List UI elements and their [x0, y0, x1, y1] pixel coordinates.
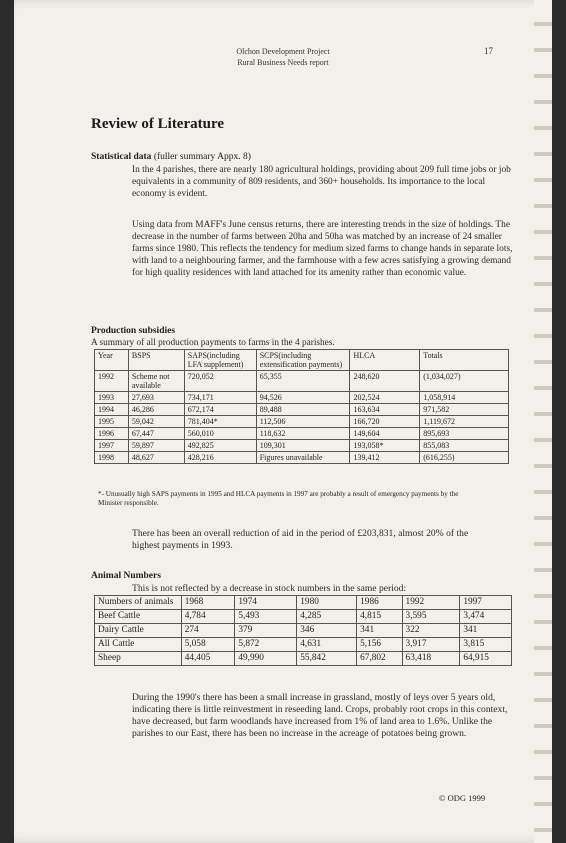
table-cell: 1,058,914 [420, 392, 509, 404]
table-cell: 3,815 [460, 638, 512, 652]
table-cell: 341 [460, 624, 512, 638]
table-cell: 560,010 [184, 428, 256, 440]
table-cell: 5,058 [181, 638, 235, 652]
table-row [95, 610, 512, 624]
table-row [95, 428, 509, 440]
table-cell: 112,506 [256, 416, 350, 428]
table-cell: 63,418 [402, 652, 460, 666]
production-footnote: *- Unusually high SAPS payments in 1995 and HLCA payments in 1997 are probably a result of emergency payments by the Minister responsible. [98, 490, 459, 507]
production-subsidies-heading: Production subsidies [91, 326, 176, 336]
column-header: 1986 [357, 596, 402, 610]
table-cell: 492,825 [184, 440, 256, 452]
table-cell: 118,632 [256, 428, 350, 440]
table-cell: 274 [181, 624, 235, 638]
table-row [95, 404, 509, 416]
table-cell: 149,604 [350, 428, 420, 440]
table-cell: 5,872 [235, 638, 297, 652]
header-line-1: Olchon Development Project [236, 47, 330, 56]
spiral-binding [534, 0, 552, 843]
table-cell: 379 [235, 624, 297, 638]
page-title: Review of Literature [91, 116, 225, 132]
table-cell: 672,174 [184, 404, 256, 416]
table-cell: 322 [402, 624, 460, 638]
running-header [14, 46, 552, 68]
table-cell: 341 [357, 624, 402, 638]
animal-paragraph: During the 1990's there has been a small increase in grassland, mostly of leys over 5 years old, indicating there is little reinvestment in reseeding land. Crops, probably root crops in this context, have decreased, but farm woodlands have increased from 1% of land area to 1.6%. Unlike the parishes to our East, there has been no increase in the acreage of potatoes being grown. [132, 692, 508, 739]
column-header: Totals [420, 350, 509, 371]
table-cell: 4,784 [181, 610, 235, 624]
animal-numbers-table [94, 595, 512, 666]
table-cell: 202,524 [350, 392, 420, 404]
table-cell: 67,447 [128, 428, 184, 440]
production-table-header [95, 350, 509, 371]
column-header: 1992 [402, 596, 460, 610]
table-cell: 3,917 [402, 638, 460, 652]
table-cell: Figures unavailable [256, 452, 350, 464]
table-cell: 720,052 [184, 371, 256, 392]
column-header: 1997 [460, 596, 512, 610]
table-cell: Dairy Cattle [95, 624, 182, 638]
table-cell: 1992 [95, 371, 129, 392]
table-cell: 89,488 [256, 404, 350, 416]
table-cell: 55,842 [297, 652, 357, 666]
table-cell: 3,595 [402, 610, 460, 624]
table-cell: 1995 [95, 416, 129, 428]
table-cell: 3,474 [460, 610, 512, 624]
table-row [95, 416, 509, 428]
statistical-data-note: (fuller summary Appx. 8) [153, 152, 251, 162]
table-cell: 1998 [95, 452, 129, 464]
production-caption: A summary of all production payments to farms in the 4 parishes. [91, 338, 335, 348]
table-cell: 48,627 [128, 452, 184, 464]
column-header: HLCA [350, 350, 420, 371]
column-header: SCPS(including extensification payments) [256, 350, 350, 371]
table-cell: 1,119,672 [420, 416, 509, 428]
table-cell: 734,171 [184, 392, 256, 404]
table-cell: 166,720 [350, 416, 420, 428]
table-cell: 781,404* [184, 416, 256, 428]
table-row [95, 440, 509, 452]
copyright-footer: © ODG 1999 [439, 793, 486, 803]
table-cell: (616,255) [420, 452, 509, 464]
table-cell: 855,083 [420, 440, 509, 452]
table-cell: 49,990 [235, 652, 297, 666]
table-cell: 248,620 [350, 371, 420, 392]
table-cell: 4,815 [357, 610, 402, 624]
table-cell: 895,693 [420, 428, 509, 440]
table-cell: 46,286 [128, 404, 184, 416]
statistical-data-heading [91, 152, 251, 162]
table-cell: 971,582 [420, 404, 509, 416]
animal-numbers-heading: Animal Numbers [91, 571, 161, 581]
table-cell: 59,897 [128, 440, 184, 452]
table-row [95, 452, 509, 464]
animal-table-header [95, 596, 512, 610]
table-cell: 64,915 [460, 652, 512, 666]
table-cell: 1997 [95, 440, 129, 452]
production-subsidies-table [94, 349, 509, 464]
table-cell: 44,405 [181, 652, 235, 666]
table-cell: 1993 [95, 392, 129, 404]
table-cell: 139,412 [350, 452, 420, 464]
table-row [95, 638, 512, 652]
statistical-paragraph-2: Using data from MAFF's June census returns, there are interesting trends in the size of holdings. The decrease in the number of farms between 20ha and 50ha was matched by an increase of 24 smaller farms since 1980. This reflects the tendency for medium sized farms to change hands in separate lots, with land to a neighbouring farmer, and the farmhouse with a few acres satisfying a growing demand for high quality residences with land attached for its amenity rather than economic value. [132, 220, 513, 278]
production-summary: There has been an overall reduction of aid in the period of £203,831, almost 20% of the highest payments in 1993. [132, 528, 469, 551]
column-header: 1968 [181, 596, 235, 610]
column-header: SAPS(including LFA supplement) [184, 350, 256, 371]
table-cell: 109,301 [256, 440, 350, 452]
table-row [95, 371, 509, 392]
animal-caption: This is not reflected by a decrease in stock numbers in the same period: [132, 583, 407, 594]
table-cell: 428,216 [184, 452, 256, 464]
column-header: 1974 [235, 596, 297, 610]
header-line-2: Rural Business Needs report [237, 58, 329, 67]
table-cell: 346 [297, 624, 357, 638]
table-cell: 67,802 [357, 652, 402, 666]
table-cell: Scheme not available [128, 371, 184, 392]
table-cell: 65,355 [256, 371, 350, 392]
table-cell: 5,156 [357, 638, 402, 652]
document-page [14, 0, 552, 843]
table-cell: Sheep [95, 652, 182, 666]
column-header: Year [95, 350, 129, 371]
table-row [95, 624, 512, 638]
column-header: BSPS [128, 350, 184, 371]
table-cell: 4,285 [297, 610, 357, 624]
table-cell: 5,493 [235, 610, 297, 624]
column-header: Numbers of animals [95, 596, 182, 610]
table-cell: Beef Cattle [95, 610, 182, 624]
table-cell: 163,634 [350, 404, 420, 416]
table-row [95, 652, 512, 666]
statistical-paragraph-1: In the 4 parishes, there are nearly 180 agricultural holdings, providing about 209 full time jobs or job equivalents in a community of 809 residents, and 360+ households. Its importance to the local economy is evident. [132, 165, 511, 199]
table-cell: 27,693 [128, 392, 184, 404]
table-cell: All Cattle [95, 638, 182, 652]
page-number: 17 [484, 46, 493, 56]
table-cell: 4,631 [297, 638, 357, 652]
table-cell: 94,526 [256, 392, 350, 404]
table-cell: (1,034,027) [420, 371, 509, 392]
column-header: 1980 [297, 596, 357, 610]
table-cell: 193,058* [350, 440, 420, 452]
table-cell: 1994 [95, 404, 129, 416]
table-cell: 1996 [95, 428, 129, 440]
statistical-data-heading-text: Statistical data [91, 152, 152, 162]
table-cell: 59,042 [128, 416, 184, 428]
table-row [95, 392, 509, 404]
